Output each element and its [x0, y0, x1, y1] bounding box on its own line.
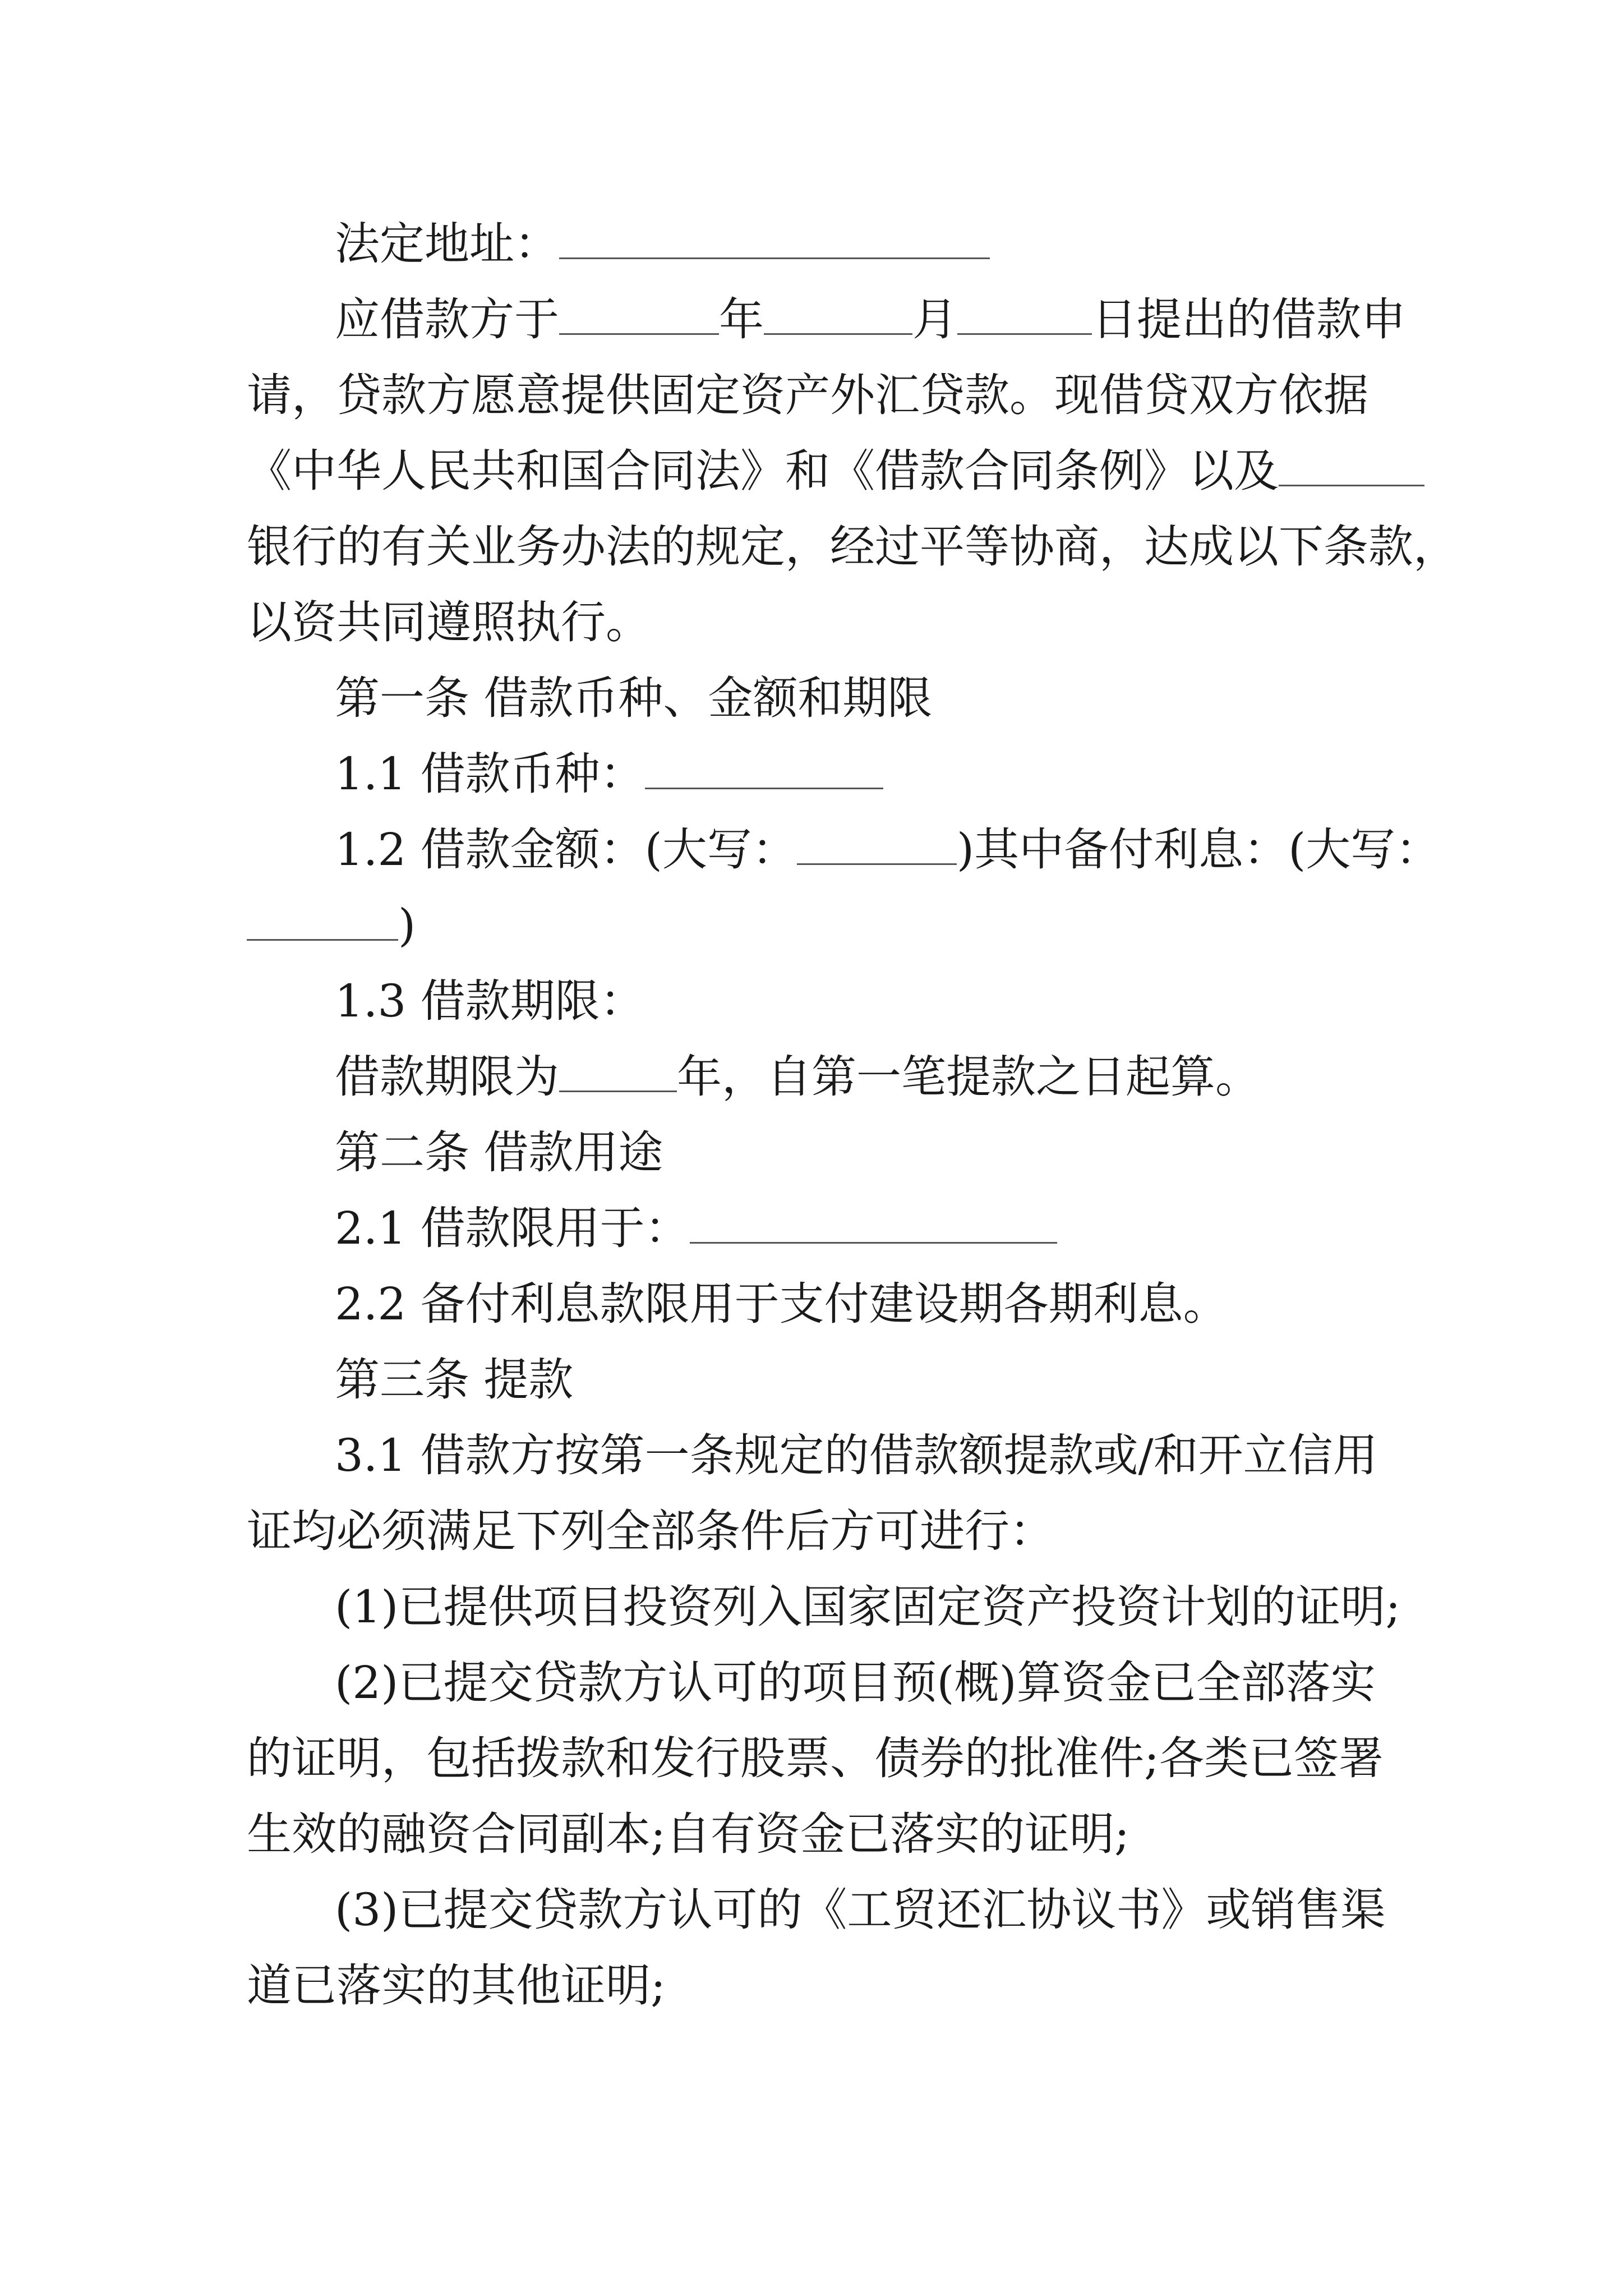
paragraph-line: 银行的有关业务办法的规定，经过平等协商，达成以下条款， [247, 521, 1458, 573]
paragraph-line: 生效的融资合同副本;自有资金已落实的证明; [247, 1808, 1129, 1860]
article-1-heading: 第一条 借款币种、金额和期限 [335, 672, 933, 724]
text-segment: 日提出的借款申 [1092, 293, 1406, 346]
text-segment: ) [398, 899, 416, 951]
legal-address-line [335, 216, 990, 272]
text-segment: 1.2 借款金额：(大写： [335, 823, 797, 876]
article-2-heading: 第二条 借款用途 [335, 1126, 663, 1179]
loan-term-line [335, 1049, 1260, 1105]
clause-1-1 [335, 746, 883, 802]
text-segment: 1.1 借款币种： [335, 748, 645, 800]
text-segment: 借款期限为 [335, 1051, 559, 1103]
clause-3-1: 3.1 借款方按第一条规定的借款额提款或/和开立信用 [335, 1429, 1378, 1481]
term-years-blank [559, 1050, 677, 1092]
paragraph-line: 以资共同遵照执行。 [247, 596, 651, 648]
amount-blank [797, 823, 957, 865]
condition-3: (3)已提交贷款方认可的《工贸还汇协议书》或销售渠 [335, 1884, 1386, 1936]
clause-1-3: 1.3 借款期限： [335, 975, 645, 1027]
bank-name-blank [1279, 444, 1424, 486]
legal-address-blank [559, 217, 990, 259]
clause-1-2 [335, 822, 1440, 878]
purpose-blank [690, 1202, 1057, 1244]
clause-1-2-cont [247, 898, 416, 954]
condition-2: (2)已提交贷款方认可的项目预(概)算资金已全部落实 [335, 1657, 1376, 1709]
currency-blank [645, 747, 883, 789]
month-blank [764, 293, 912, 335]
text-segment: 应借款方于 [335, 293, 559, 346]
text-segment: 《中华人民共和国合同法》和《借款合同条例》以及 [247, 445, 1279, 497]
text-segment: 2.1 借款限用于： [335, 1202, 690, 1254]
paragraph-line: 的证明，包括拨款和发行股票、债券的批准件;各类已签署 [247, 1732, 1384, 1784]
year-blank [559, 293, 719, 335]
paragraph-line: 请，贷款方愿意提供固定资产外汇贷款。现借贷双方依据 [247, 369, 1368, 421]
legal-address-label: 法定地址： [335, 218, 559, 270]
interest-amount-blank [247, 899, 398, 941]
text-segment: 年，自第一笔提款之日起算。 [677, 1051, 1260, 1103]
application-date-line [335, 292, 1406, 348]
text-segment: 年 [719, 293, 764, 346]
clause-2-2: 2.2 备付利息款限用于支付建设期各期利息。 [335, 1278, 1228, 1330]
paragraph-line: 证均必须满足下列全部条件后方可进行： [247, 1505, 1054, 1557]
text-segment: )其中备付利息：(大写： [956, 823, 1441, 876]
article-3-heading: 第三条 提款 [335, 1354, 574, 1406]
paragraph-line [247, 443, 1424, 499]
condition-1: (1)已提供项目投资列入国家固定资产投资计划的证明; [335, 1581, 1401, 1633]
paragraph-line: 道已落实的其他证明; [247, 1959, 666, 2012]
text-segment: 月 [912, 293, 957, 346]
clause-2-1 [335, 1200, 1057, 1257]
day-blank [957, 293, 1092, 335]
